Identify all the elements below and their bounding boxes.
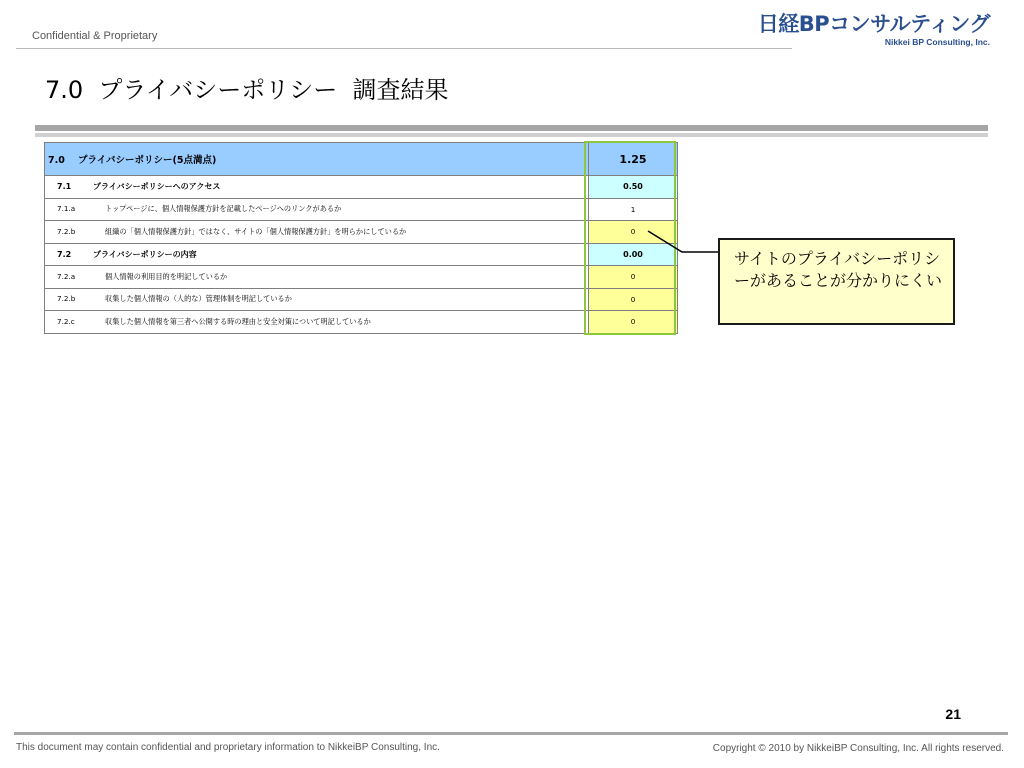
row-label: プライバシーポリシーへのアクセス [93,182,221,192]
row-number: 7.1 [57,182,72,192]
footer-divider [14,732,1008,735]
row-score: 0.50 [589,176,678,199]
row-label: プライバシーポリシーの内容 [93,249,197,259]
row-number: 7.2.c [57,316,75,326]
page-number: 21 [945,706,961,722]
row-label: トップページに、個人情報保護方針を記載したページへのリンクがあるか [105,204,342,214]
row-number: 7.1.a [57,204,76,214]
row-score: 0 [589,288,678,311]
row-number: 7.2.b [57,294,76,304]
row-label: 組織の「個人情報保護方針」ではなく、サイトの「個人情報保護方針」を明らかにしているか [105,226,407,236]
row-number: 7.2.a [57,271,76,281]
page-title: 7.0 プライバシーポリシー 調査結果 [45,76,449,104]
section-score: 1.25 [589,143,678,176]
section-number: 7.0 [48,155,65,166]
row-score: 0 [589,311,678,334]
row-label: 収集した個人情報を第三者へ公開する時の理由と安全対策について明記しているか [105,316,371,326]
row-score: 0 [589,221,678,244]
row-label: 収集した個人情報の（人的な）管理体制を明記しているか [105,294,292,304]
row-score: 1 [589,198,678,221]
row-number: 7.2 [57,249,72,259]
row-score: 0 [589,266,678,289]
footer-disclaimer: This document may contain confidential and proprietary information to NikkeiBP Consulting, Inc. [16,742,440,753]
row-number: 7.2.b [57,226,76,236]
logo-english: Nikkei BP Consulting, Inc. [884,37,990,47]
row-label: 個人情報の利用目的を明記しているか [105,271,228,281]
callout-note: サイトのプライバシーポリシーがあることが分かりにくい [718,238,955,325]
row-score: 0.00 [589,243,678,266]
confidential-label: Confidential & Proprietary [32,30,158,42]
footer-copyright: Copyright © 2010 by NikkeiBP Consulting, Inc. All rights reserved. [712,743,1004,754]
section-label: プライバシーポリシー(5点満点) [78,155,217,166]
logo-japanese: 日経BPコンサルティング [757,12,990,36]
